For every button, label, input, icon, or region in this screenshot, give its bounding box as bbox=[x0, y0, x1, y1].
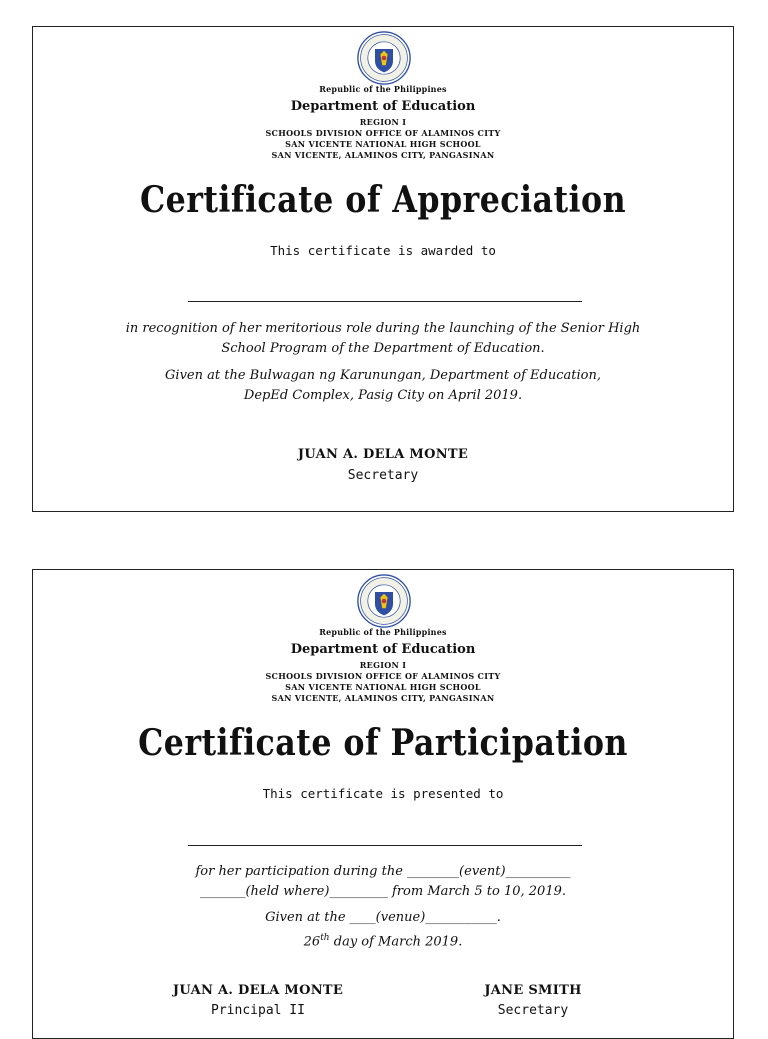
recognition-text bbox=[33, 319, 733, 359]
recognition-line-2: School Program of the Department of Education. bbox=[221, 341, 545, 356]
certificate-title: Certificate of Appreciation bbox=[139, 179, 627, 221]
division-label: SCHOOLS DIVISION OFFICE OF ALAMINOS CITY bbox=[265, 671, 501, 681]
participation-text bbox=[33, 862, 733, 902]
republic-label: Republic of the Philippines bbox=[319, 627, 447, 637]
recipient-name-line bbox=[188, 301, 582, 302]
certificate-subtitle: This certificate is awarded to bbox=[270, 243, 496, 258]
certificate-subtitle: This certificate is presented to bbox=[262, 786, 504, 801]
division-label: SCHOOLS DIVISION OFFICE OF ALAMINOS CITY bbox=[265, 128, 501, 138]
participation-line-1: for her participation during the ________(event)__________ bbox=[195, 864, 571, 879]
signatory-position: Secretary bbox=[347, 468, 419, 483]
given-line-2 bbox=[33, 928, 733, 952]
given-line-1: Given at the Bulwagan ng Karunungan, Department of Education, bbox=[165, 368, 601, 383]
republic-label: Republic of the Philippines bbox=[319, 84, 447, 94]
given-line-2: DepEd Complex, Pasig City on April 2019. bbox=[243, 388, 523, 403]
signatory-right bbox=[433, 983, 633, 1018]
recipient-name-line bbox=[188, 845, 582, 846]
address-label: SAN VICENTE, ALAMINOS CITY, PANGASINAN bbox=[271, 150, 495, 160]
signatory-left bbox=[133, 983, 383, 1018]
region-label: REGION I bbox=[359, 117, 407, 127]
signatory-name: JUAN A. DELA MONTE bbox=[297, 447, 469, 462]
given-day-suffix: th bbox=[320, 933, 330, 943]
participation-line-2: _______(held where)_________ from March 5 to 10, 2019. bbox=[199, 884, 567, 899]
school-label: SAN VICENTE NATIONAL HIGH SCHOOL bbox=[285, 682, 481, 692]
certificate-appreciation bbox=[32, 26, 734, 512]
recognition-line-1: in recognition of her meritorious role during the launching of the Senior High bbox=[125, 321, 641, 336]
signatory-position: Secretary bbox=[497, 1003, 569, 1018]
certificate-participation bbox=[32, 569, 734, 1039]
given-line-1: Given at the ____(venue)___________. bbox=[265, 910, 501, 925]
region-label: REGION I bbox=[359, 660, 407, 670]
signatory-position: Principal II bbox=[211, 1003, 305, 1018]
given-text bbox=[33, 908, 733, 952]
school-label: SAN VICENTE NATIONAL HIGH SCHOOL bbox=[285, 139, 481, 149]
deped-seal-icon bbox=[357, 31, 411, 85]
certificate-title: Certificate of Participation bbox=[138, 722, 628, 764]
signatory-name: JUAN A. DELA MONTE bbox=[172, 983, 344, 998]
department-label: Department of Education bbox=[290, 99, 476, 114]
deped-seal-icon bbox=[357, 574, 411, 628]
given-text bbox=[33, 366, 733, 406]
address-label: SAN VICENTE, ALAMINOS CITY, PANGASINAN bbox=[271, 693, 495, 703]
given-day: 26 bbox=[303, 934, 321, 950]
signatory-name: JANE SMITH bbox=[484, 983, 582, 998]
given-rest: day of March 2019. bbox=[329, 934, 463, 950]
department-label: Department of Education bbox=[290, 642, 476, 657]
